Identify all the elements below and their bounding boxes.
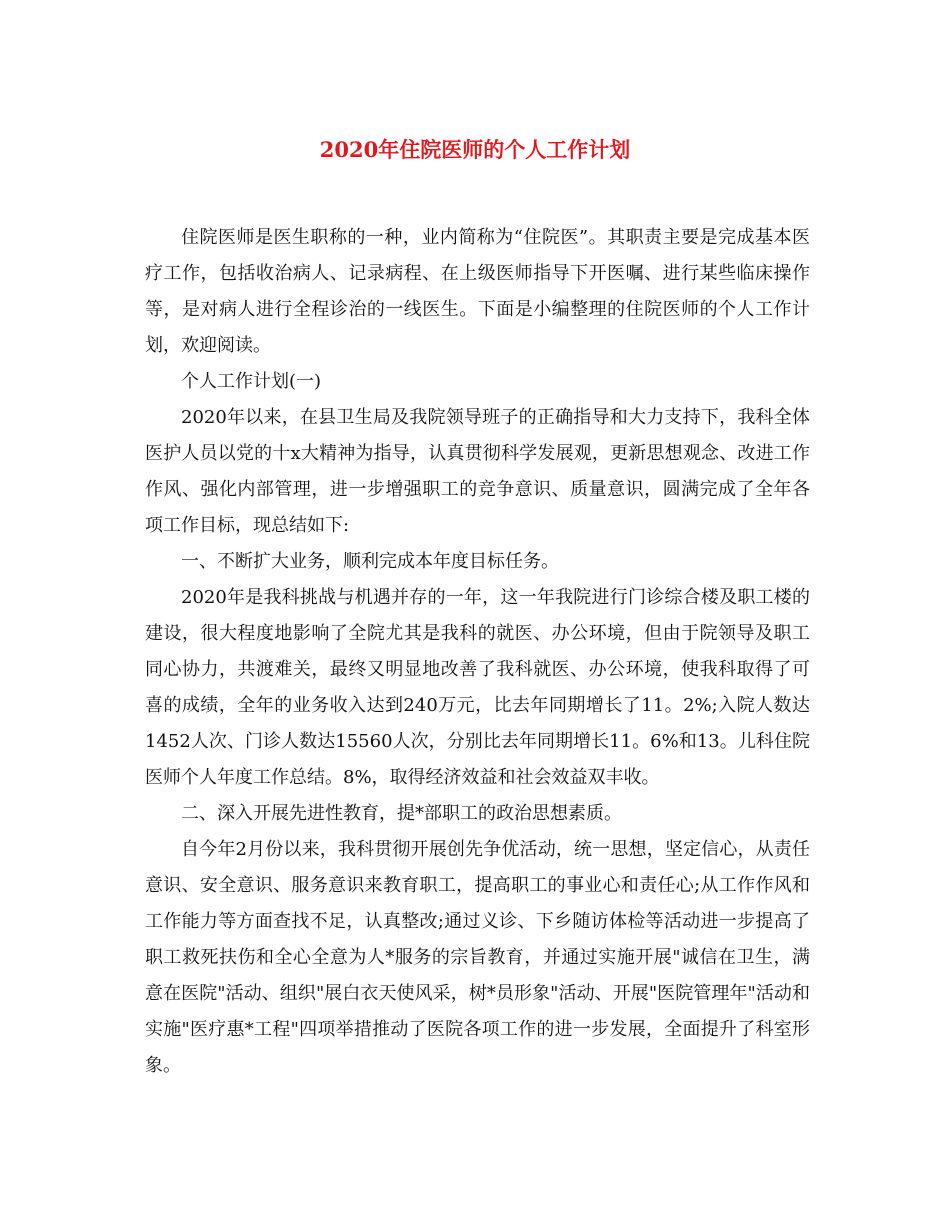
- education-paragraph: 自今年2月份以来，我科贯彻开展创先争优活动，统一思想，坚定信心，从责任意识、安全意识、服务意识来教育职工，提高职工的事业心和责任心;从工作作风和工作能力等方面查找不足，认真整改;通过义诊、下乡随访体检等活动进一步提高了职工救死扶伤和全心全意为人*服务的宗旨教育，并通过实施开展"诚信在卫生，满意在医院"活动、组织"展白衣天使风采，树*员形象"活动、开展"医院管理年"活动和实施"医疗惠*工程"四项举措推动了医院各项工作的进一步发展，全面提升了科室形象。: [145, 839, 810, 1076]
- section-heading-two: 二、深入开展先进性教育，提*部职工的政治思想素质。: [181, 803, 622, 824]
- section-heading-one: 一、不断扩大业务，顺利完成本年度目标任务。: [181, 551, 559, 572]
- business-paragraph: 2020年是我科挑战与机遇并存的一年，这一年我院进行门诊综合楼及职工楼的建设，很大程度地影响了全院尤其是我科的就医、办公环境，但由于院领导及职工同心协力，共渡难关，最终又明显地改善了我科就医、办公环境，使我科取得了可喜的成绩，全年的业务收入达到240万元，比去年同期增长了11。2%;入院人数达1452人次、门诊人数达15560人次，分别比去年同期增长11。6%和13。儿科住院医师个人年度工作总结。8%，取得经济效益和社会效益双丰收。: [145, 587, 810, 788]
- section-heading-plan-one: 个人工作计划(一): [181, 371, 322, 392]
- document-body: [145, 220, 810, 1084]
- intro-paragraph: 住院医师是医生职称的一种，业内简称为“住院医”。其职责主要是完成基本医疗工作，包括收治病人、记录病程、在上级医师指导下开医嘱、进行某些临床操作等，是对病人进行全程诊治的一线医生。下面是小编整理的住院医师的个人工作计划，欢迎阅读。: [145, 227, 810, 356]
- document-title: 2020年住院医师的个人工作计划: [319, 137, 631, 162]
- summary-paragraph: 2020年以来，在县卫生局及我院领导班子的正确指导和大力支持下，我科全体医护人员以党的十x大精神为指导，认真贯彻科学发展观，更新思想观念、改进工作作风、强化内部管理，进一步增强职工的竞争意识、质量意识，圆满完成了全年各项工作目标，现总结如下:: [145, 407, 810, 536]
